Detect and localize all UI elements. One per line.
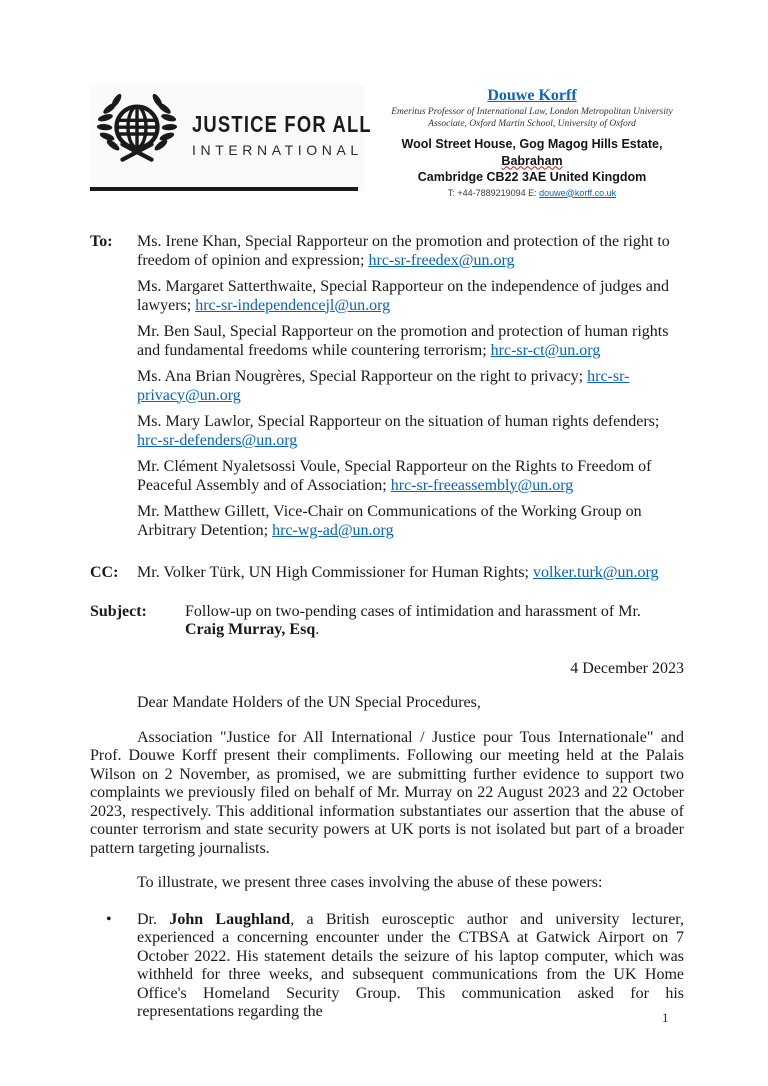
subject-text-before: Follow-up on two-pending cases of intimidation and harassment of Mr. [185,602,641,620]
sender-address-line2: Cambridge CB22 3AE United Kingdom [417,170,647,184]
recipient-row [137,368,684,405]
bullet-text [137,911,684,1022]
recipient-email-link[interactable]: hrc-sr-independencejl@un.org [195,296,391,314]
subject-text-after: . [315,621,320,638]
recipient-text: Ms. Margaret Satterthwaite, Special Rapporteur on the independence of judges and lawyers; [137,278,669,314]
subject-text [185,603,684,640]
recipient-email-link[interactable]: hrc-sr-defenders@un.org [137,431,298,449]
recipient-email-link[interactable]: hrc-sr-ct@un.org [490,341,601,359]
sender-address-babraham: Babraham [501,153,563,168]
recipient-email-link[interactable]: hrc-sr-freedex@un.org [368,251,515,269]
recipients-list [137,233,684,540]
letterhead [90,85,684,197]
bullet-item-laughland [90,911,684,1022]
subject-label: Subject: [90,602,147,620]
page-number: 1 [662,1010,669,1025]
sender-contact-block [380,85,684,198]
recipient-text: Mr. Clément Nyaletsossi Voule, Special Rapporteur on the Rights to Freedom of Peaceful Assembly and of Association; [137,458,652,494]
org-name-line2: INTERNATIONAL [192,141,363,158]
sender-title-line2: Associate, Oxford Martin School, University of Oxford [428,119,636,129]
recipient-email-link[interactable]: hrc-sr-privacy@un.org [137,368,630,404]
recipient-email-link[interactable]: hrc-wg-ad@un.org [272,521,394,539]
cc-email-link[interactable]: volker.turk@un.org [533,564,659,581]
recipient-text: Ms. Irene Khan, Special Rapporteur on the promotion and protection of the right to freedom of opinion and expression; [137,233,670,269]
sender-phone-email-line [380,188,684,198]
org-logo [90,85,372,191]
sender-phone: T: +44-7889219094 E: [447,187,540,198]
sender-title-line1: Emeritus Professor of International Law, London Metropolitan University [391,107,673,117]
subject-block [90,603,684,640]
sender-email-link[interactable]: douwe@korff.co.uk [539,187,617,198]
to-label: To: [90,233,113,250]
recipient-text: Mr. Matthew Gillett, Vice-Chair on Communications of the Working Group on Arbitrary Detention; [137,503,642,539]
recipient-email-link[interactable]: hrc-sr-freeassembly@un.org [390,476,574,494]
body-paragraph-2: To illustrate, we present three cases involving the abuse of these powers: [137,874,603,891]
recipient-row [137,413,684,450]
bullet-text-bold: John Laughland [169,910,291,928]
salutation: Dear Mandate Holders of the UN Special Procedures, [137,694,481,711]
sender-name-link[interactable]: Douwe Korff [487,87,577,104]
globe-laurel-icon [90,87,184,181]
recipient-row [137,323,684,360]
sender-name-line [380,87,684,105]
cc-label: CC: [90,564,119,581]
body-paragraph-1: Association "Justice for All International / Justice pour Tous Internationale" and Prof. Douwe Korff present their compliments. Following our meeting held at the Palais Wilson on 2 November, as promised, we are submitting further evidence to support two complaints we previously filed on behalf of Mr. Murray on 22 August 2023 and 22 October 2023, respectively. This additional information substantiates our assertion that the abuse of counter terrorism and state security powers at UK ports is not isolated but part of a broader pattern targeting journalists. [90,728,684,857]
recipient-text: Mr. Ben Saul, Special Rapporteur on the promotion and protection of human rights and fundamental freedoms while countering terrorism; [137,323,669,359]
bullet-text-before: Dr. [137,910,170,928]
recipient-text: Ms. Ana Brian Nougrères, Special Rapporteur on the right to privacy; [137,368,588,385]
cc-text: Mr. Volker Türk, UN High Commissioner for Human Rights; [137,564,533,581]
logo-divider [90,187,358,191]
bullet-text-after: , a British eurosceptic author and university lecturer, experienced a concerning encounter under the CTBSA at Gatwick Airport on 7 October 2022. His statement details the seizure of his laptop computer, which was withheld for three weeks, and subsequent communications from the UK Home Office's Homeland Security Group. This communication asked for his representations regarding the [137,910,684,1020]
sender-address-line1: Wool Street House, Gog Magog Hills Estate, [401,137,663,151]
sender-address [380,136,684,186]
recipient-row [137,278,684,315]
cc-row-content [137,564,684,583]
org-name-line1: JUSTICE FOR ALL [192,110,372,137]
recipient-row [137,233,684,270]
recipient-text: Ms. Mary Lawlor, Special Rapporteur on the situation of human rights defenders; [137,413,660,430]
recipient-row [137,503,684,540]
recipients-block [90,233,684,540]
recipient-row [137,458,684,495]
bullet-marker: • [106,910,112,928]
org-logo-row [90,87,372,181]
date-line: 4 December 2023 [570,659,684,677]
subject-text-bold: Craig Murray, Esq [185,621,316,638]
cc-block [90,564,684,583]
